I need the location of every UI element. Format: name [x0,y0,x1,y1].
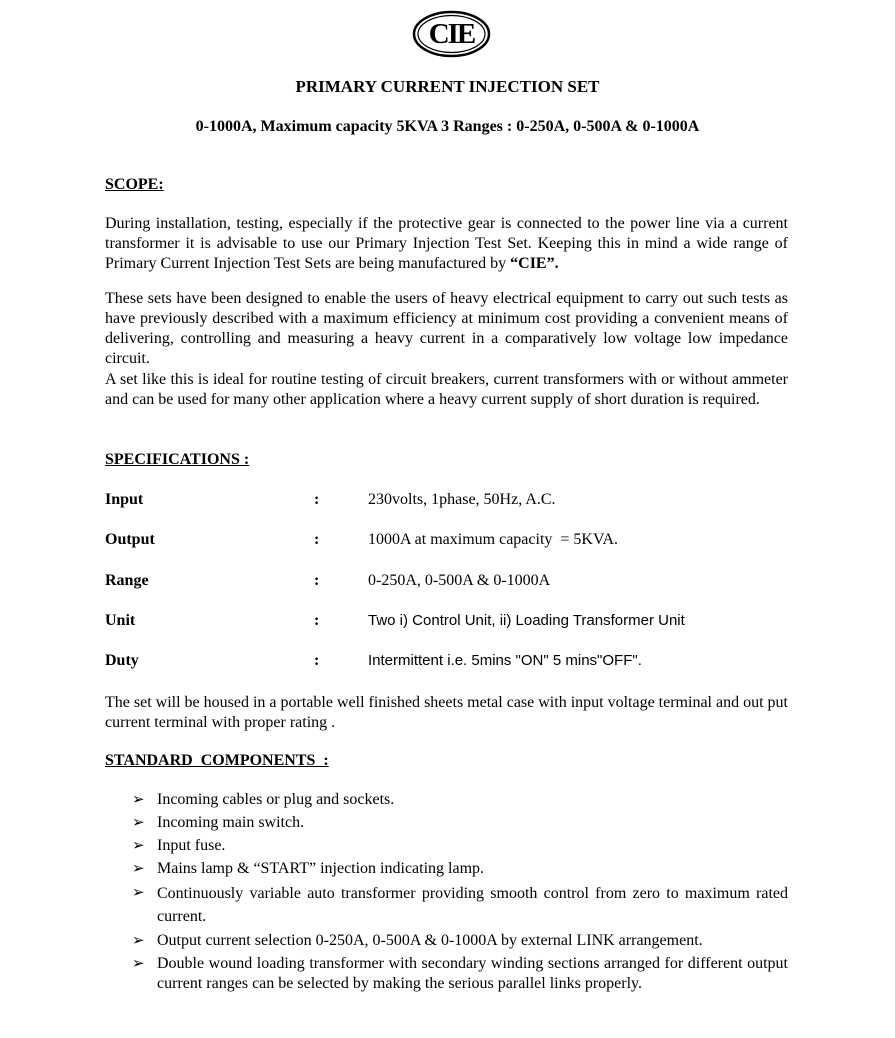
list-item-text: Double wound loading transformer with secondary winding sections arranged for different output current ranges can be selected by making the serious parallel links properly. [157,955,788,992]
specifications-heading: SPECIFICATIONS : [105,451,250,468]
spec-label: Input [105,491,144,508]
list-item [105,859,788,879]
list-item [105,882,788,928]
list-item [105,931,788,951]
arrow-bullet-icon: ➢ [132,815,145,831]
spec-colon: : [314,652,320,669]
list-item-text: Incoming main switch. [157,814,305,831]
spec-label: Output [105,531,155,548]
cie-logo [412,10,491,58]
list-item [105,813,788,833]
spec-label: Range [105,572,149,589]
spec-label: Unit [105,612,136,629]
arrow-bullet-icon: ➢ [132,885,145,901]
spec-row-input [105,491,805,511]
list-item-text: Continuously variable auto transformer providing smooth control from zero to maximum rated current. [157,885,788,925]
document-subtitle: 0-1000A, Maximum capacity 5KVA 3 Ranges : 0-250A, 0-500A & 0-1000A [195,118,700,135]
list-item-text: Output current selection 0-250A, 0-500A & 0-1000A by external LINK arrangement. [157,932,703,949]
arrow-bullet-icon: ➢ [132,933,145,949]
arrow-bullet-icon: ➢ [132,861,145,877]
spec-colon: : [314,612,320,629]
list-item-text: Mains lamp & “START” injection indicating lamp. [157,860,485,877]
spec-label: Duty [105,652,139,669]
document-title: PRIMARY CURRENT INJECTION SET [295,77,600,96]
spec-row-output [105,531,805,551]
spec-value: Two i) Control Unit, ii) Loading Transformer Unit [368,612,685,629]
spec-row-range [105,572,805,592]
spec-colon: : [314,572,320,589]
spec-value: 1000A at maximum capacity = 5KVA. [368,531,619,548]
spec-colon: : [314,491,320,508]
arrow-bullet-icon: ➢ [132,838,145,854]
list-item [105,836,788,856]
svg-text:CIE: CIE [428,18,475,50]
spec-value: 0-250A, 0-500A & 0-1000A [368,572,551,589]
scope-paragraph-2: These sets have been designed to enable the users of heavy electrical equipment to carry out such tests as have previously described with a maximum efficiency at minimum cost providing a convenient means of delivering, controlling and measuring a heavy current in a comparatively low voltage low impedance circuit. [105,290,788,367]
company-name: “CIE”. [510,255,559,272]
scope-heading: SCOPE: [105,176,164,193]
scope-paragraph-1-text: During installation, testing, especially if the protective gear is connected to the power line via a current transformer it is advisable to use our Primary Injection Test Set. Keeping this in mind a wide range of Primary Current Injection Test Sets are being manufactured by [105,215,788,272]
housing-note: The set will be housed in a portable well finished sheets metal case with input voltage terminal and out put current terminal with proper rating . [105,694,788,731]
list-item [105,790,788,810]
spec-row-duty [105,652,805,672]
spec-value: 230volts, 1phase, 50Hz, A.C. [368,491,556,508]
arrow-bullet-icon: ➢ [132,792,145,808]
arrow-bullet-icon: ➢ [132,956,145,972]
components-heading: STANDARD COMPONENTS : [105,752,329,769]
scope-paragraph-1 [105,214,788,274]
list-item-text: Incoming cables or plug and sockets. [157,791,395,808]
spec-row-unit [105,612,805,632]
list-item-text: Input fuse. [157,837,226,854]
scope-paragraph-3: A set like this is ideal for routine testing of circuit breakers, current transformers with or without ammeter and can be used for many other application where a heavy current supply of short duration is required. [105,371,788,408]
list-item [105,954,788,994]
spec-colon: : [314,531,320,548]
components-list [105,790,788,997]
spec-value: Intermittent i.e. 5mins "ON" 5 mins"OFF". [368,652,642,669]
